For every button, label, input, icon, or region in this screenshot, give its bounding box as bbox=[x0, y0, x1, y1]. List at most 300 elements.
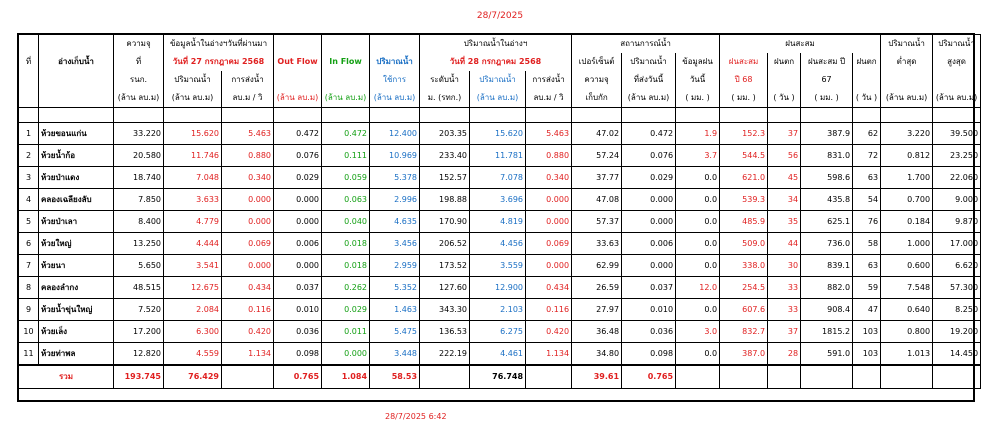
cell-rain67: 1815.2 bbox=[801, 321, 853, 343]
col-cur-release-2: ลบ.ม / วิ bbox=[526, 89, 572, 108]
cell-name: ห้วยน้ำขุ่นใหญ่ bbox=[39, 299, 114, 321]
cell-cur-rel: 5.463 bbox=[526, 123, 572, 145]
cell-cur-rel: 0.420 bbox=[526, 321, 572, 343]
cell-usable: 3.456 bbox=[370, 233, 420, 255]
spacer-row bbox=[19, 108, 981, 123]
col-level-2: ม. (รทก.) bbox=[420, 89, 470, 108]
cell-prev-vol: 4.559 bbox=[164, 343, 222, 366]
cell-min: 1.013 bbox=[881, 343, 933, 366]
table-row bbox=[19, 123, 981, 145]
cell-prev-vol: 12.675 bbox=[164, 277, 222, 299]
col-release-today-2: ที่ส่งวันนี้ bbox=[622, 71, 676, 89]
cell-rain68: 544.5 bbox=[720, 145, 768, 167]
cell-name: ห้วยท่าพล bbox=[39, 343, 114, 366]
cell-cur-vol: 11.781 bbox=[470, 145, 526, 167]
cell-outflow: 0.000 bbox=[274, 211, 322, 233]
cell-min: 0.640 bbox=[881, 299, 933, 321]
total-max bbox=[933, 365, 981, 389]
cell-capacity: 8.400 bbox=[114, 211, 164, 233]
cell-rel-today: 0.076 bbox=[622, 145, 676, 167]
cell-outflow: 0.098 bbox=[274, 343, 322, 366]
col-rain67-3: ( มม. ) bbox=[801, 89, 853, 108]
cell-prev-rel: 0.000 bbox=[222, 211, 274, 233]
col-outflow-unit: (ล้าน ลบ.ม) bbox=[274, 89, 322, 108]
cell-rel-today: 0.036 bbox=[622, 321, 676, 343]
cell-outflow: 0.010 bbox=[274, 299, 322, 321]
col-prev-volume-2: (ล้าน ลบ.ม) bbox=[164, 89, 222, 108]
cell-rain67: 625.1 bbox=[801, 211, 853, 233]
col-reservoir-end bbox=[39, 89, 114, 108]
col-release-today-1: ปริมาณน้ำ bbox=[622, 53, 676, 71]
col-rain-today-3: ( มม. ) bbox=[676, 89, 720, 108]
cell-level: 343.30 bbox=[420, 299, 470, 321]
cell-days67: 72 bbox=[853, 145, 881, 167]
cell-rel-today: 0.010 bbox=[622, 299, 676, 321]
cell-capacity: 7.520 bbox=[114, 299, 164, 321]
cell-days67: 58 bbox=[853, 233, 881, 255]
total-cur-release bbox=[526, 365, 572, 389]
cell-no: 2 bbox=[19, 145, 39, 167]
cell-prev-vol: 4.779 bbox=[164, 211, 222, 233]
col-cur-volume-2: (ล้าน ลบ.ม) bbox=[470, 89, 526, 108]
cell-min: 7.548 bbox=[881, 277, 933, 299]
cell-max: 23.250 bbox=[933, 145, 981, 167]
cell-rain68: 338.0 bbox=[720, 255, 768, 277]
col-release-today-3: (ล้าน ลบ.ม) bbox=[622, 89, 676, 108]
cell-prev-rel: 0.000 bbox=[222, 189, 274, 211]
col-rain-today-1: ข้อมูลฝน bbox=[676, 53, 720, 71]
cell-rain67: 908.4 bbox=[801, 299, 853, 321]
cell-cur-rel: 1.134 bbox=[526, 343, 572, 366]
table-row bbox=[19, 299, 981, 321]
col-prev-release-1: การส่งน้ำ bbox=[222, 71, 274, 89]
cell-rain: 0.0 bbox=[676, 343, 720, 366]
cell-max: 17.000 bbox=[933, 233, 981, 255]
cell-days68: 30 bbox=[768, 255, 801, 277]
col-inflow-blank bbox=[322, 35, 370, 54]
total-days67 bbox=[853, 365, 881, 389]
table-row bbox=[19, 277, 981, 299]
cell-name: ห้วยใหญ่ bbox=[39, 233, 114, 255]
cell-min: 1.700 bbox=[881, 167, 933, 189]
cell-rel-today: 0.000 bbox=[622, 211, 676, 233]
table-header bbox=[19, 35, 981, 108]
cell-days67: 47 bbox=[853, 299, 881, 321]
cell-rel-today: 0.000 bbox=[622, 189, 676, 211]
cell-rain: 3.0 bbox=[676, 321, 720, 343]
total-inflow: 1.084 bbox=[322, 365, 370, 389]
cell-min: 0.700 bbox=[881, 189, 933, 211]
cell-rain: 3.7 bbox=[676, 145, 720, 167]
cell-inflow: 0.018 bbox=[322, 233, 370, 255]
cell-rain67: 736.0 bbox=[801, 233, 853, 255]
cell-level: 222.19 bbox=[420, 343, 470, 366]
table-row bbox=[19, 343, 981, 366]
cell-prev-vol: 3.541 bbox=[164, 255, 222, 277]
cell-rain67: 839.1 bbox=[801, 255, 853, 277]
col-inflow-pad bbox=[322, 71, 370, 89]
total-rain68 bbox=[720, 365, 768, 389]
cell-usable: 5.352 bbox=[370, 277, 420, 299]
cell-usable: 2.959 bbox=[370, 255, 420, 277]
col-rain68-2: ปี 68 bbox=[720, 71, 768, 89]
cell-name: ห้วยป่าเลา bbox=[39, 211, 114, 233]
cell-capacity: 12.820 bbox=[114, 343, 164, 366]
cell-rel-today: 0.037 bbox=[622, 277, 676, 299]
cell-rain: 0.0 bbox=[676, 189, 720, 211]
cell-inflow: 0.262 bbox=[322, 277, 370, 299]
cell-percent: 37.77 bbox=[572, 167, 622, 189]
cell-prev-vol: 6.300 bbox=[164, 321, 222, 343]
cell-rel-today: 0.029 bbox=[622, 167, 676, 189]
cell-min: 0.600 bbox=[881, 255, 933, 277]
cell-rain68: 254.5 bbox=[720, 277, 768, 299]
col-usable-2: ใช้การ bbox=[370, 71, 420, 89]
cell-prev-vol: 11.746 bbox=[164, 145, 222, 167]
table-row bbox=[19, 233, 981, 255]
cell-cur-vol: 15.620 bbox=[470, 123, 526, 145]
total-capacity: 193.745 bbox=[114, 365, 164, 389]
cell-name: ห้วยน้ำก้อ bbox=[39, 145, 114, 167]
col-rain68-3: ( มม. ) bbox=[720, 89, 768, 108]
total-level bbox=[420, 365, 470, 389]
col-cur-date: วันที่ 28 กรกฎาคม 2568 bbox=[420, 53, 572, 71]
cell-days68: 56 bbox=[768, 145, 801, 167]
col-usable-blank bbox=[370, 35, 420, 54]
cell-days67: 103 bbox=[853, 321, 881, 343]
cell-inflow: 0.018 bbox=[322, 255, 370, 277]
cell-percent: 26.59 bbox=[572, 277, 622, 299]
table-row bbox=[19, 145, 981, 167]
report-date: 28/7/2025 bbox=[476, 11, 524, 21]
col-prev-date: วันที่ 27 กรกฎาคม 2568 bbox=[164, 53, 274, 71]
col-status-group: สถานการณ์น้ำ bbox=[572, 35, 720, 54]
col-min-2: ต่ำสุด bbox=[881, 53, 933, 71]
cell-prev-vol: 7.048 bbox=[164, 167, 222, 189]
cell-prev-rel: 0.420 bbox=[222, 321, 274, 343]
cell-percent: 57.37 bbox=[572, 211, 622, 233]
col-no-end bbox=[19, 89, 39, 108]
col-rain68-1: ฝนสะสม bbox=[720, 53, 768, 71]
table-row bbox=[19, 167, 981, 189]
cell-level: 136.53 bbox=[420, 321, 470, 343]
col-no-pad bbox=[19, 71, 39, 89]
cell-cur-rel: 0.880 bbox=[526, 145, 572, 167]
total-prev-release bbox=[222, 365, 274, 389]
cell-rain67: 882.0 bbox=[801, 277, 853, 299]
cell-cur-vol: 2.103 bbox=[470, 299, 526, 321]
col-days68-unit: ( วัน ) bbox=[768, 89, 801, 108]
cell-no: 4 bbox=[19, 189, 39, 211]
cell-percent: 62.99 bbox=[572, 255, 622, 277]
cell-rain67: 435.8 bbox=[801, 189, 853, 211]
col-inflow-label: In Flow bbox=[322, 53, 370, 71]
col-reservoir-pad bbox=[39, 71, 114, 89]
col-max-pad bbox=[933, 71, 981, 89]
cell-percent: 34.80 bbox=[572, 343, 622, 366]
cell-days68: 34 bbox=[768, 189, 801, 211]
col-prev-group: ข้อมูลน้ำในอ่างฯวันที่ผ่านมา bbox=[164, 35, 274, 54]
cell-prev-rel: 0.340 bbox=[222, 167, 274, 189]
total-days68 bbox=[768, 365, 801, 389]
total-row bbox=[19, 365, 981, 389]
cell-name: คลองเฉลียงลับ bbox=[39, 189, 114, 211]
cell-inflow: 0.059 bbox=[322, 167, 370, 189]
total-outflow: 0.765 bbox=[274, 365, 322, 389]
cell-name: ห้วยนา bbox=[39, 255, 114, 277]
cell-max: 14.450 bbox=[933, 343, 981, 366]
cell-min: 0.184 bbox=[881, 211, 933, 233]
cell-days67: 62 bbox=[853, 123, 881, 145]
col-prev-release-2: ลบ.ม / วิ bbox=[222, 89, 274, 108]
col-days67-pad bbox=[853, 71, 881, 89]
cell-rain68: 387.0 bbox=[720, 343, 768, 366]
cell-cur-rel: 0.000 bbox=[526, 255, 572, 277]
table-row bbox=[19, 189, 981, 211]
cell-cur-rel: 0.000 bbox=[526, 189, 572, 211]
cell-no: 7 bbox=[19, 255, 39, 277]
cell-inflow: 0.472 bbox=[322, 123, 370, 145]
table-row bbox=[19, 321, 981, 343]
cell-days68: 33 bbox=[768, 277, 801, 299]
cell-max: 22.060 bbox=[933, 167, 981, 189]
cell-prev-vol: 3.633 bbox=[164, 189, 222, 211]
cell-max: 19.200 bbox=[933, 321, 981, 343]
cell-rain: 0.0 bbox=[676, 255, 720, 277]
table-row bbox=[19, 255, 981, 277]
col-no bbox=[19, 35, 39, 54]
col-min-3: (ล้าน ลบ.ม) bbox=[881, 89, 933, 108]
cell-capacity: 18.740 bbox=[114, 167, 164, 189]
cell-cur-vol: 4.456 bbox=[470, 233, 526, 255]
cell-rain67: 831.0 bbox=[801, 145, 853, 167]
cell-usable: 3.448 bbox=[370, 343, 420, 366]
col-capacity-4: (ล้าน ลบ.ม) bbox=[114, 89, 164, 108]
cell-prev-rel: 0.069 bbox=[222, 233, 274, 255]
cell-capacity: 13.250 bbox=[114, 233, 164, 255]
cell-rain67: 598.6 bbox=[801, 167, 853, 189]
cell-rain: 0.0 bbox=[676, 233, 720, 255]
col-percent-1: เปอร์เซ็นต์ bbox=[572, 53, 622, 71]
cell-max: 57.300 bbox=[933, 277, 981, 299]
col-rain-group: ฝนสะสม bbox=[720, 35, 881, 54]
cell-level: 206.52 bbox=[420, 233, 470, 255]
cell-percent: 36.48 bbox=[572, 321, 622, 343]
cell-rel-today: 0.472 bbox=[622, 123, 676, 145]
cell-inflow: 0.063 bbox=[322, 189, 370, 211]
col-days67-unit: ( วัน ) bbox=[853, 89, 881, 108]
cell-outflow: 0.000 bbox=[274, 255, 322, 277]
col-cur-release-1: การส่งน้ำ bbox=[526, 71, 572, 89]
cell-name: คลองลำกง bbox=[39, 277, 114, 299]
col-percent-3: เก็บกัก bbox=[572, 89, 622, 108]
col-capacity-1: ความจุ bbox=[114, 35, 164, 54]
col-rain67-1: ฝนสะสม ปี bbox=[801, 53, 853, 71]
cell-level: 203.35 bbox=[420, 123, 470, 145]
cell-inflow: 0.111 bbox=[322, 145, 370, 167]
cell-capacity: 20.580 bbox=[114, 145, 164, 167]
col-reservoir bbox=[39, 35, 114, 54]
cell-rain67: 387.9 bbox=[801, 123, 853, 145]
cell-max: 9.870 bbox=[933, 211, 981, 233]
cell-no: 6 bbox=[19, 233, 39, 255]
cell-outflow: 0.029 bbox=[274, 167, 322, 189]
cell-days67: 63 bbox=[853, 167, 881, 189]
cell-no: 1 bbox=[19, 123, 39, 145]
cell-name: ห้วยเล็ง bbox=[39, 321, 114, 343]
col-outflow-label: Out Flow bbox=[274, 53, 322, 71]
col-max-3: (ล้าน ลบ.ม) bbox=[933, 89, 981, 108]
cell-inflow: 0.000 bbox=[322, 343, 370, 366]
cell-no: 11 bbox=[19, 343, 39, 366]
cell-outflow: 0.006 bbox=[274, 233, 322, 255]
cell-level: 152.57 bbox=[420, 167, 470, 189]
total-usable: 58.53 bbox=[370, 365, 420, 389]
cell-days68: 28 bbox=[768, 343, 801, 366]
cell-usable: 5.378 bbox=[370, 167, 420, 189]
cell-level: 173.52 bbox=[420, 255, 470, 277]
total-min bbox=[881, 365, 933, 389]
cell-percent: 47.08 bbox=[572, 189, 622, 211]
cell-cur-rel: 0.000 bbox=[526, 211, 572, 233]
col-outflow-pad bbox=[274, 71, 322, 89]
cell-percent: 27.97 bbox=[572, 299, 622, 321]
col-days68-1: ฝนตก bbox=[768, 53, 801, 71]
cell-percent: 33.63 bbox=[572, 233, 622, 255]
cell-rain68: 607.6 bbox=[720, 299, 768, 321]
cell-prev-rel: 0.434 bbox=[222, 277, 274, 299]
cell-percent: 47.02 bbox=[572, 123, 622, 145]
cell-name: ห้วยป่าแดง bbox=[39, 167, 114, 189]
total-cur-volume: 76.748 bbox=[470, 365, 526, 389]
cell-min: 0.812 bbox=[881, 145, 933, 167]
col-no-label: ที่ bbox=[19, 53, 39, 71]
cell-usable: 1.463 bbox=[370, 299, 420, 321]
cell-rain67: 591.0 bbox=[801, 343, 853, 366]
cell-days68: 37 bbox=[768, 123, 801, 145]
col-cur-group: ปริมาณน้ำในอ่างฯ bbox=[420, 35, 572, 54]
col-percent-2: ความจุ bbox=[572, 71, 622, 89]
cell-capacity: 7.850 bbox=[114, 189, 164, 211]
cell-rain68: 621.0 bbox=[720, 167, 768, 189]
cell-no: 10 bbox=[19, 321, 39, 343]
cell-min: 1.000 bbox=[881, 233, 933, 255]
col-inflow-unit: (ล้าน ลบ.ม) bbox=[322, 89, 370, 108]
col-rain67-2: 67 bbox=[801, 71, 853, 89]
cell-inflow: 0.029 bbox=[322, 299, 370, 321]
cell-usable: 2.996 bbox=[370, 189, 420, 211]
table-row bbox=[19, 211, 981, 233]
cell-level: 198.88 bbox=[420, 189, 470, 211]
cell-rel-today: 0.098 bbox=[622, 343, 676, 366]
cell-usable: 10.969 bbox=[370, 145, 420, 167]
timestamp: 28/7/2025 6:42 bbox=[385, 412, 447, 421]
total-percent: 39.61 bbox=[572, 365, 622, 389]
col-reservoir-label: อ่างเก็บน้ำ bbox=[39, 53, 114, 71]
cell-capacity: 33.220 bbox=[114, 123, 164, 145]
cell-rain: 0.0 bbox=[676, 299, 720, 321]
cell-no: 8 bbox=[19, 277, 39, 299]
cell-rain68: 539.3 bbox=[720, 189, 768, 211]
cell-max: 39.500 bbox=[933, 123, 981, 145]
col-prev-volume-1: ปริมาณน้ำ bbox=[164, 71, 222, 89]
cell-rain: 12.0 bbox=[676, 277, 720, 299]
cell-cur-vol: 12.900 bbox=[470, 277, 526, 299]
cell-outflow: 0.037 bbox=[274, 277, 322, 299]
col-capacity-3: รนก. bbox=[114, 71, 164, 89]
col-outflow-blank bbox=[274, 35, 322, 54]
cell-level: 233.40 bbox=[420, 145, 470, 167]
col-usable-label: ปริมาณน้ำ bbox=[370, 53, 420, 71]
cell-rain: 0.0 bbox=[676, 167, 720, 189]
cell-outflow: 0.036 bbox=[274, 321, 322, 343]
cell-outflow: 0.000 bbox=[274, 189, 322, 211]
cell-prev-rel: 0.116 bbox=[222, 299, 274, 321]
cell-no: 5 bbox=[19, 211, 39, 233]
cell-capacity: 5.650 bbox=[114, 255, 164, 277]
col-level-1: ระดับน้ำ bbox=[420, 71, 470, 89]
cell-min: 3.220 bbox=[881, 123, 933, 145]
col-min-1: ปริมาณน้ำ bbox=[881, 35, 933, 54]
cell-cur-vol: 7.078 bbox=[470, 167, 526, 189]
cell-cur-vol: 4.461 bbox=[470, 343, 526, 366]
cell-days68: 44 bbox=[768, 233, 801, 255]
col-days68-pad bbox=[768, 71, 801, 89]
cell-cur-vol: 3.696 bbox=[470, 189, 526, 211]
cell-usable: 5.475 bbox=[370, 321, 420, 343]
cell-inflow: 0.011 bbox=[322, 321, 370, 343]
col-days67-1: ฝนตก bbox=[853, 53, 881, 71]
cell-rain: 0.0 bbox=[676, 211, 720, 233]
cell-max: 6.620 bbox=[933, 255, 981, 277]
cell-days67: 76 bbox=[853, 211, 881, 233]
total-rain67 bbox=[801, 365, 853, 389]
cell-days68: 37 bbox=[768, 321, 801, 343]
cell-cur-vol: 3.559 bbox=[470, 255, 526, 277]
total-prev-volume: 76.429 bbox=[164, 365, 222, 389]
cell-cur-vol: 6.275 bbox=[470, 321, 526, 343]
cell-prev-vol: 15.620 bbox=[164, 123, 222, 145]
cell-prev-rel: 1.134 bbox=[222, 343, 274, 366]
cell-rain68: 509.0 bbox=[720, 233, 768, 255]
cell-rain68: 485.9 bbox=[720, 211, 768, 233]
cell-outflow: 0.472 bbox=[274, 123, 322, 145]
cell-cur-rel: 0.340 bbox=[526, 167, 572, 189]
total-label: รวม bbox=[19, 365, 114, 389]
cell-no: 3 bbox=[19, 167, 39, 189]
table-body bbox=[19, 108, 981, 366]
cell-days68: 45 bbox=[768, 167, 801, 189]
col-capacity-2: ที่ bbox=[114, 53, 164, 71]
cell-rel-today: 0.000 bbox=[622, 255, 676, 277]
cell-capacity: 48.515 bbox=[114, 277, 164, 299]
cell-max: 9.000 bbox=[933, 189, 981, 211]
col-usable-3: (ล้าน ลบ.ม) bbox=[370, 89, 420, 108]
cell-rain: 1.9 bbox=[676, 123, 720, 145]
cell-usable: 4.635 bbox=[370, 211, 420, 233]
col-min-pad bbox=[881, 71, 933, 89]
cell-days67: 59 bbox=[853, 277, 881, 299]
cell-max: 8.250 bbox=[933, 299, 981, 321]
cell-name: ห้วยขอนแก่น bbox=[39, 123, 114, 145]
cell-days68: 35 bbox=[768, 211, 801, 233]
cell-prev-vol: 4.444 bbox=[164, 233, 222, 255]
cell-outflow: 0.076 bbox=[274, 145, 322, 167]
cell-prev-rel: 0.880 bbox=[222, 145, 274, 167]
cell-prev-rel: 0.000 bbox=[222, 255, 274, 277]
cell-rain68: 152.3 bbox=[720, 123, 768, 145]
cell-min: 0.800 bbox=[881, 321, 933, 343]
